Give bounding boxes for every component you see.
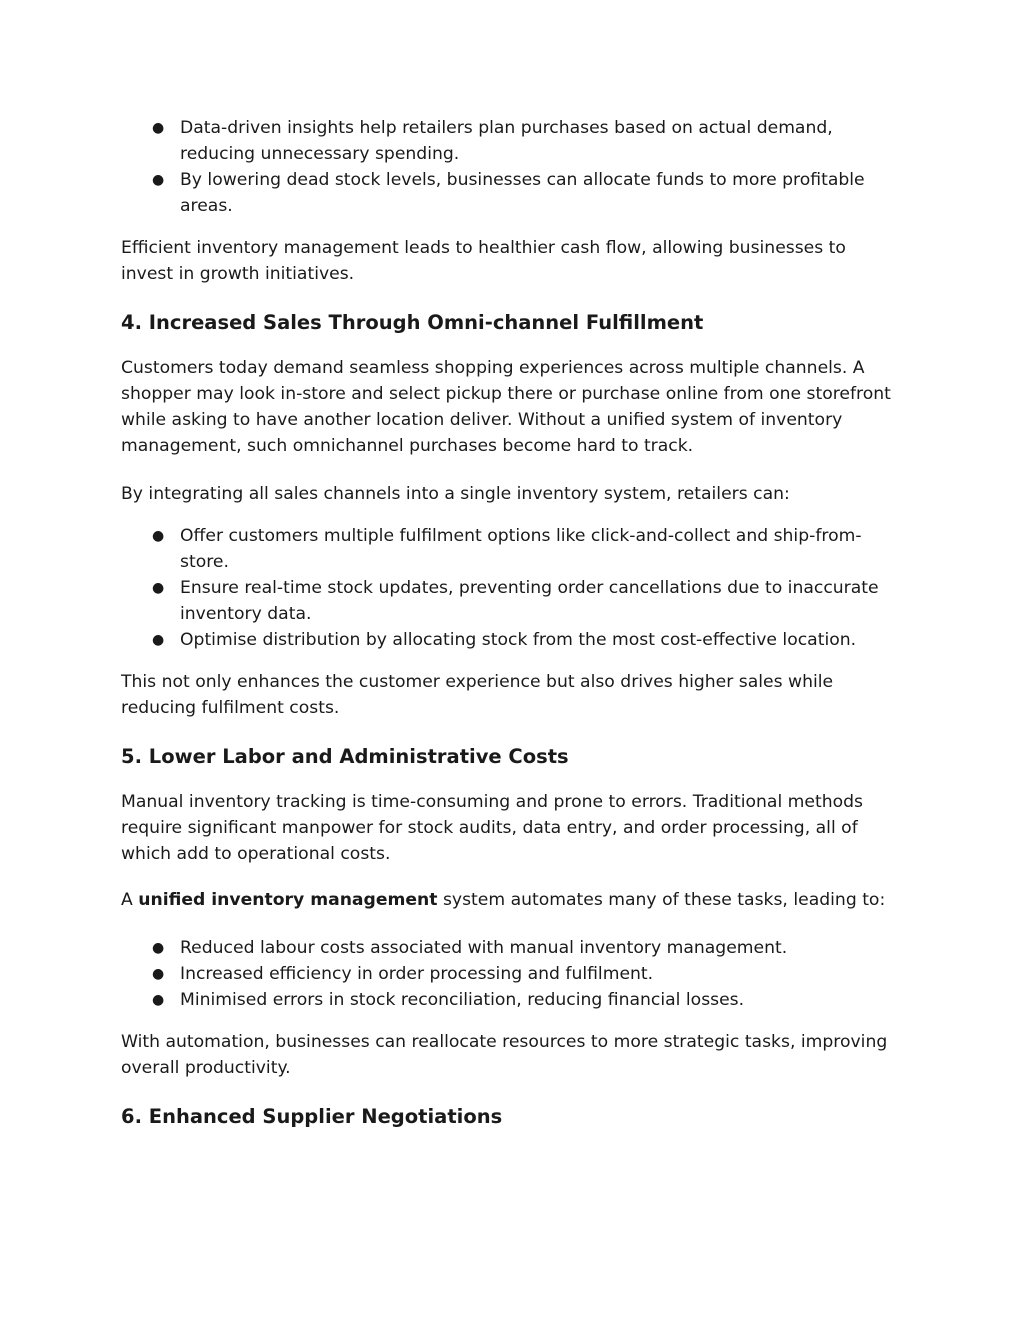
- list-item: ● Offer customers multiple fulfilment options like click-and-collect and ship-from-store.: [121, 523, 901, 575]
- bullet-icon: ●: [152, 966, 165, 982]
- bullet-icon: ●: [152, 120, 165, 136]
- heading-supplier-negotiations: 6. Enhanced Supplier Negotiations: [121, 1105, 503, 1128]
- heading-omni-channel: 4. Increased Sales Through Omni-channel Fulfillment: [121, 311, 704, 334]
- list-item: ● Reduced labour costs associated with manual inventory management.: [121, 935, 901, 961]
- list-item: ● By lowering dead stock levels, businesses can allocate funds to more profitable areas.: [121, 167, 901, 219]
- bullet-list-automation: [121, 935, 901, 1013]
- bullet-icon: ●: [152, 528, 165, 544]
- list-item: ● Optimise distribution by allocating stock from the most cost-effective location.: [121, 627, 901, 653]
- bullet-icon: ●: [152, 940, 165, 956]
- heading-labor-costs: 5. Lower Labor and Administrative Costs: [121, 745, 569, 768]
- list-item: ● Minimised errors in stock reconciliation, reducing financial losses.: [121, 987, 901, 1013]
- list-item: ● Ensure real-time stock updates, preventing order cancellations due to inaccurate inventory data.: [121, 575, 901, 627]
- paragraph-omnichannel-demand: Customers today demand seamless shopping experiences across multiple channels. A shopper may look in-store and select pickup there or purchase online from one storefront while asking to have another location deliver. Without a unified system of inventory management, such omnichannel purchases become hard to track.: [121, 358, 891, 456]
- paragraph-unified-system: A unified inventory management system automates many of these tasks, leading to:: [121, 890, 886, 910]
- paragraph-integrating-channels: By integrating all sales channels into a single inventory system, retailers can:: [121, 484, 790, 504]
- document-page: [121, 115, 901, 1131]
- bullet-list-cost-benefits: [121, 115, 901, 219]
- list-item: ● Increased efficiency in order processing and fulfilment.: [121, 961, 901, 987]
- paragraph-manual-tracking: Manual inventory tracking is time-consuming and prone to errors. Traditional methods require significant manpower for stock audits, data entry, and order processing, all of which add to operational costs.: [121, 792, 864, 864]
- bullet-icon: ●: [152, 580, 165, 596]
- bullet-list-omnichannel: [121, 523, 901, 653]
- paragraph-customer-experience: This not only enhances the customer experience but also drives higher sales while reducing fulfilment costs.: [121, 672, 834, 718]
- bold-phrase: unified inventory management: [138, 890, 438, 910]
- bullet-icon: ●: [152, 172, 165, 188]
- list-item: ● Data-driven insights help retailers plan purchases based on actual demand, reducing unnecessary spending.: [121, 115, 901, 167]
- paragraph-productivity: With automation, businesses can reallocate resources to more strategic tasks, improving overall productivity.: [121, 1032, 888, 1078]
- bullet-icon: ●: [152, 992, 165, 1008]
- paragraph-cash-flow: Efficient inventory management leads to healthier cash flow, allowing businesses to invest in growth initiatives.: [121, 238, 846, 284]
- bullet-icon: ●: [152, 632, 165, 648]
